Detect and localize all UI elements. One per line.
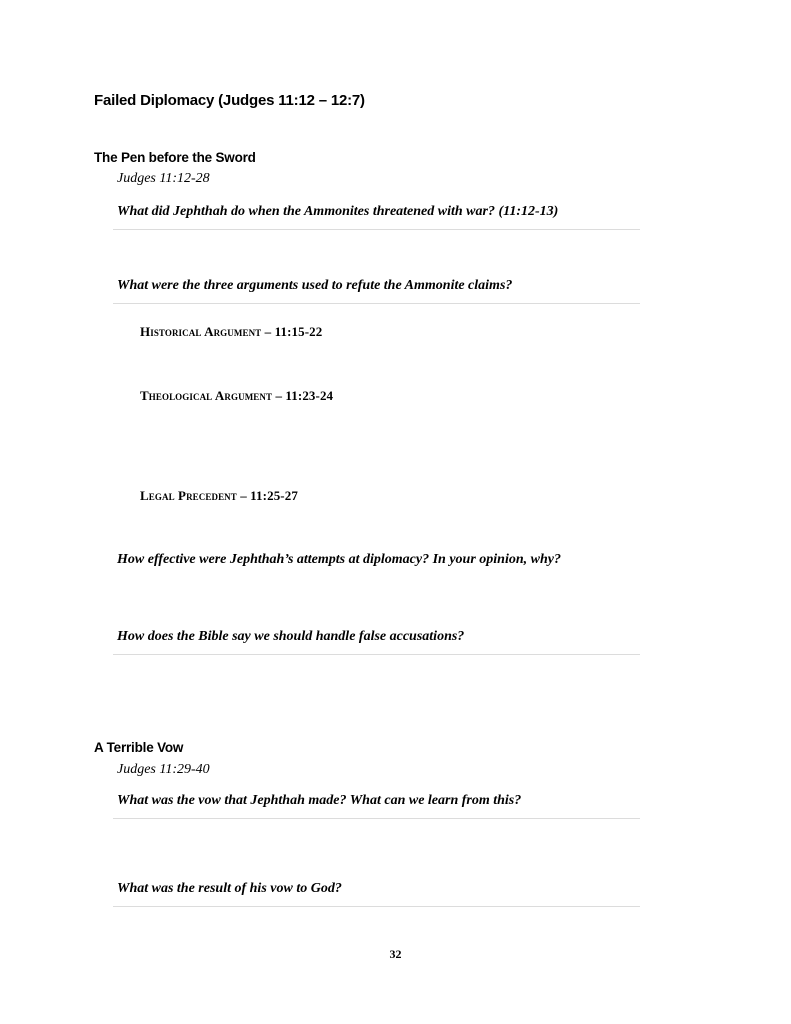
page-number: 32 bbox=[389, 947, 402, 961]
study-question: What was the vow that Jephthah made? What can we learn from this? bbox=[117, 793, 522, 808]
study-question: How effective were Jephthah’s attempts at diplomacy? In your opinion, why? bbox=[117, 552, 561, 567]
section-heading-terrible-vow: A Terrible Vow bbox=[94, 740, 184, 755]
study-question: What did Jephthah do when the Ammonites threatened with war? (11:12-13) bbox=[117, 204, 559, 219]
section-heading-pen-before-sword: The Pen before the Sword bbox=[94, 150, 256, 165]
answer-line bbox=[113, 303, 640, 304]
argument-item-legal: Legal Precedent – 11:25-27 bbox=[140, 488, 298, 503]
answer-line bbox=[113, 654, 640, 655]
scripture-reference: Judges 11:12-28 bbox=[117, 171, 210, 186]
answer-line bbox=[113, 818, 640, 819]
study-question: What were the three arguments used to refute the Ammonite claims? bbox=[117, 278, 513, 293]
argument-item-historical: Historical Argument – 11:15-22 bbox=[140, 324, 323, 339]
argument-item-theological: Theological Argument – 11:23-24 bbox=[140, 388, 334, 403]
scripture-reference: Judges 11:29-40 bbox=[117, 762, 210, 777]
answer-line bbox=[113, 229, 640, 230]
study-question: What was the result of his vow to God? bbox=[117, 881, 342, 896]
page-title: Failed Diplomacy (Judges 11:12 – 12:7) bbox=[94, 92, 365, 109]
study-question: How does the Bible say we should handle false accusations? bbox=[117, 629, 465, 644]
answer-line bbox=[113, 906, 640, 907]
